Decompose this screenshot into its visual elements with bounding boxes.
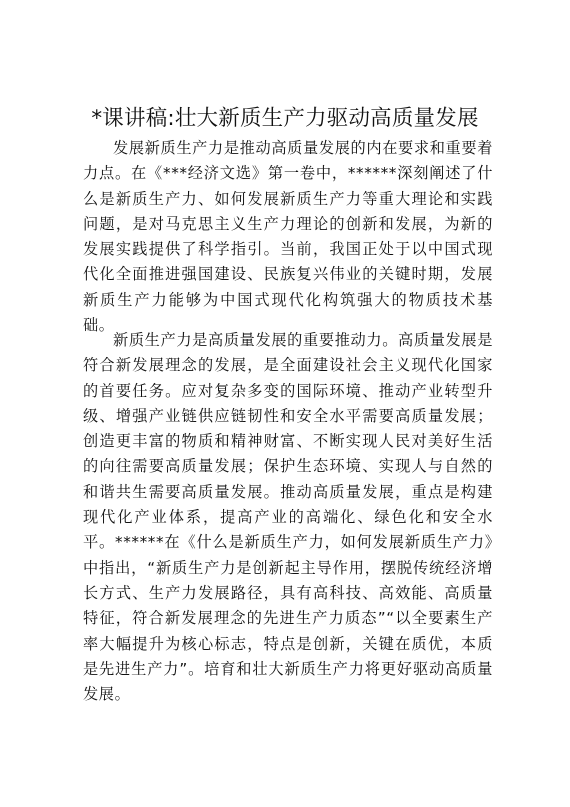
body-paragraph-1: 发展新质生产力是推动高质量发展的内在要求和重要着力点。在《***经济文选》第一卷中，******深刻阐述了什么是新质生产力、如何发展新质生产力等重大理论和实践问题，是对马克思主义生产力理论的创新和发展，为新的发展实践提供了科学指引。当前，我国正处于以中国式现代化全面推进强国建设、民族复兴伟业的关键时期，发展新质生产力能够为中国式现代化构筑强大的物质技术基础。 [83,139,493,335]
body-paragraph-2: 新质生产力是高质量发展的重要推动力。高质量发展是符合新发展理念的发展，是全面建设社会主义现代化国家的首要任务。应对复杂多变的国际环境、推动产业转型升级、增强产业链供应链韧性和安全水平需要高质量发展；创造更丰富的物质和精神财富、不断实现人民对美好生活的向往需要高质量发展；保护生态环境、实现人与自然的和谐共生需要高质量发展。推动高质量发展，重点是构建现代化产业体系，提高产业的高端化、绿色化和安全水平。******在《什么是新质生产力，如何发展新质生产力》中指出，“新质生产力是创新起主导作用，摆脱传统经济增长方式、生产力发展路径，具有高科技、高效能、高质量特征，符合新发展理念的先进生产力质态”“以全要素生产率大幅提升为核心标志，特点是创新，关键在质优，本质是先进生产力”。培育和壮大新质生产力将更好驱动高质量发展。 [83,331,493,704]
document-title: *课讲稿:壮大新质生产力驱动高质量发展 [91,106,479,131]
